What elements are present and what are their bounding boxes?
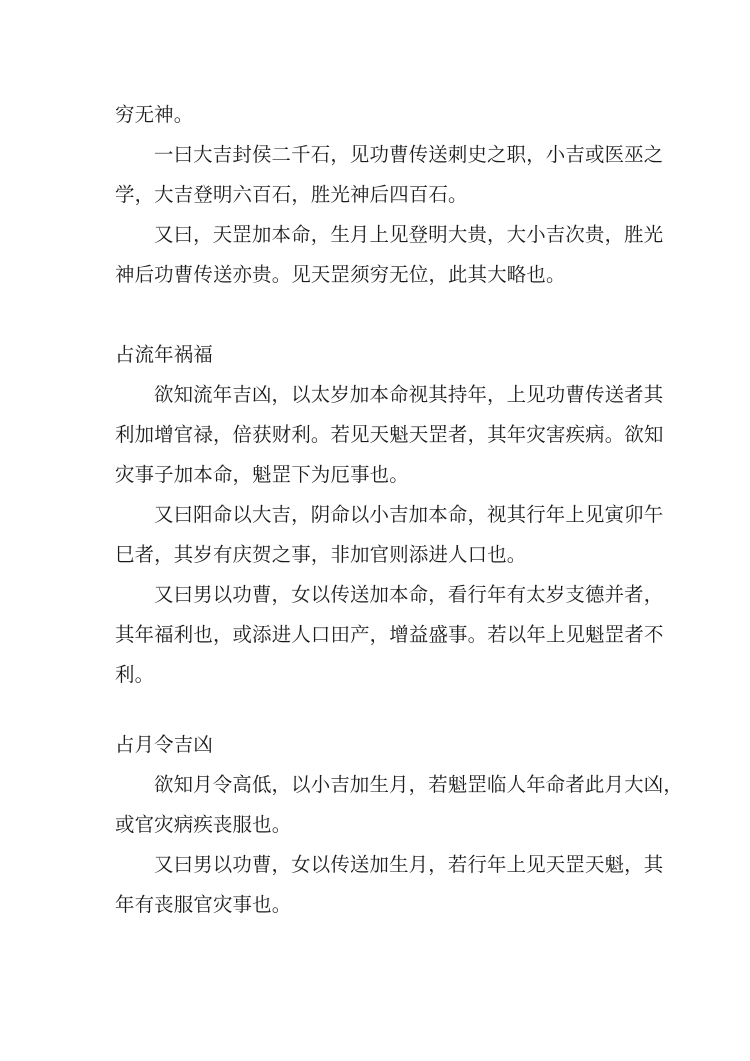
text-line: 一曰大吉封侯二千石，见功曹传送刺史之职，小吉或医巫之 (154, 143, 664, 166)
paragraph (115, 845, 664, 925)
paragraph (115, 135, 664, 215)
text-line: 利加增官禄，倍获财利。若见天魁天罡者，其年灾害疾病。欲知 (115, 423, 664, 446)
text-line: 穷无神。 (115, 103, 194, 126)
section-heading (115, 335, 655, 375)
text-line: 或官灾病疾丧服也。 (115, 813, 292, 836)
paragraph (115, 215, 664, 295)
text-line: 灾事子加本命，魁罡下为厄事也。 (115, 463, 409, 486)
paragraph (115, 495, 664, 575)
text-line: 神后功曹传送亦贵。见天罡须穷无位，此其大略也。 (115, 263, 566, 286)
text-line: 利。 (115, 663, 155, 686)
heading-text: 占流年祸福 (115, 343, 213, 366)
text-line: 欲知流年吉凶，以太岁加本命视其持年，上见功曹传送者其 (154, 383, 664, 406)
heading-text: 占月令吉凶 (115, 733, 213, 756)
text-line: 学，大吉登明六百石，胜光神后四百石。 (115, 183, 468, 206)
paragraph (115, 375, 664, 495)
text-line: 年有丧服官灾事也。 (115, 893, 292, 916)
section-heading (115, 725, 655, 765)
paragraph (115, 575, 664, 695)
text-line: 欲知月令高低，以小吉加生月，若魁罡临人年命者此月大凶， (154, 773, 683, 796)
text-line: 巳者，其岁有庆贺之事，非加官则添进人口也。 (115, 543, 527, 566)
text-line: 又曰阳命以大吉，阴命以小吉加本命，视其行年上见寅卯午 (154, 503, 664, 526)
text-line: 又曰，天罡加本命，生月上见登明大贵，大小吉次贵，胜光 (154, 223, 664, 246)
text-line: 又曰男以功曹，女以传送加本命，看行年有太岁支德并者， (154, 583, 664, 606)
text-line: 其年福利也，或添进人口田产，增益盛事。若以年上见魁罡者不 (115, 623, 664, 646)
paragraph (115, 765, 683, 845)
paragraph-continuation (115, 95, 655, 135)
text-line: 又曰男以功曹，女以传送加生月，若行年上见天罡天魁，其 (154, 853, 664, 876)
